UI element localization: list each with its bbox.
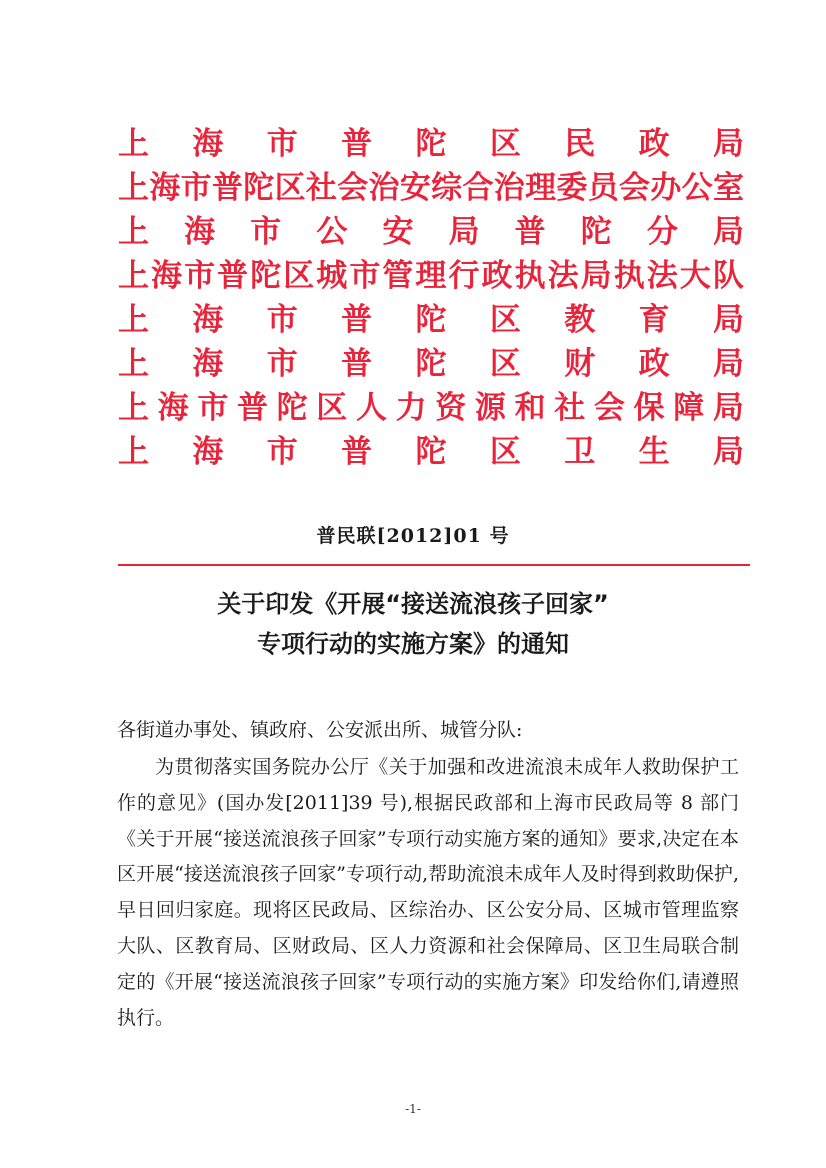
issuing-authorities-header: [118, 122, 744, 474]
issuer-urban-management-brigade: 上 海 市 普 陀 区 城 市 管 理 行 政 执 法 局 执 法 大 队: [118, 258, 744, 294]
issuer-police-branch: 上 海 市 公 安 局 普 陀 分 局: [118, 214, 744, 250]
issuer-public-security-committee-office: 上 海 市 普 陀 区 社 会 治 安 综 合 治 理 委 员 会 办 公 室: [118, 170, 744, 206]
issuer-education-bureau: 上 海 市 普 陀 区 教 育 局: [118, 302, 744, 338]
red-divider-line: [118, 564, 750, 566]
issuer-civil-affairs-bureau: 上 海 市 普 陀 区 民 政 局: [118, 126, 744, 162]
issuer-health-bureau: 上 海 市 普 陀 区 卫 生 局: [118, 434, 744, 470]
body-paragraph: 为贯彻落实国务院办公厅《关于加强和改进流浪未成年人救助保护工作的意见》(国办发[2011]39 号),根据民政部和上海市民政局等 8 部门《关于开展“接送流浪孩子回家”专项行动实施方案的通知》要求,决定在本区开展“接送流浪孩子回家”专项行动,帮助流浪未成年人及时得到救助保护,早日回归家庭。现将区民政局、区综治办、区公安分局、区城市管理监察大队、区教育局、区财政局、区人力资源和社会保障局、区卫生局联合制定的《开展“接送流浪孩子回家”专项行动的实施方案》印发给你们,请遵照执行。: [117, 756, 739, 1029]
title-line-1: 关于印发《开展“接送流浪孩子回家”: [217, 590, 609, 618]
issuer-finance-bureau: 上 海 市 普 陀 区 财 政 局: [118, 346, 744, 382]
document-number: 普民联[2012]01 号: [316, 525, 510, 547]
title-line-2: 专项行动的实施方案》的通知: [257, 630, 569, 658]
issuer-human-resources-bureau: 上 海 市 普 陀 区 人 力 资 源 和 社 会 保 障 局: [118, 390, 744, 426]
document-title: [0, 584, 826, 664]
salutation: 各街道办事处、镇政府、公安派出所、城管分队:: [117, 719, 523, 741]
page-number: -1-: [405, 1102, 421, 1116]
